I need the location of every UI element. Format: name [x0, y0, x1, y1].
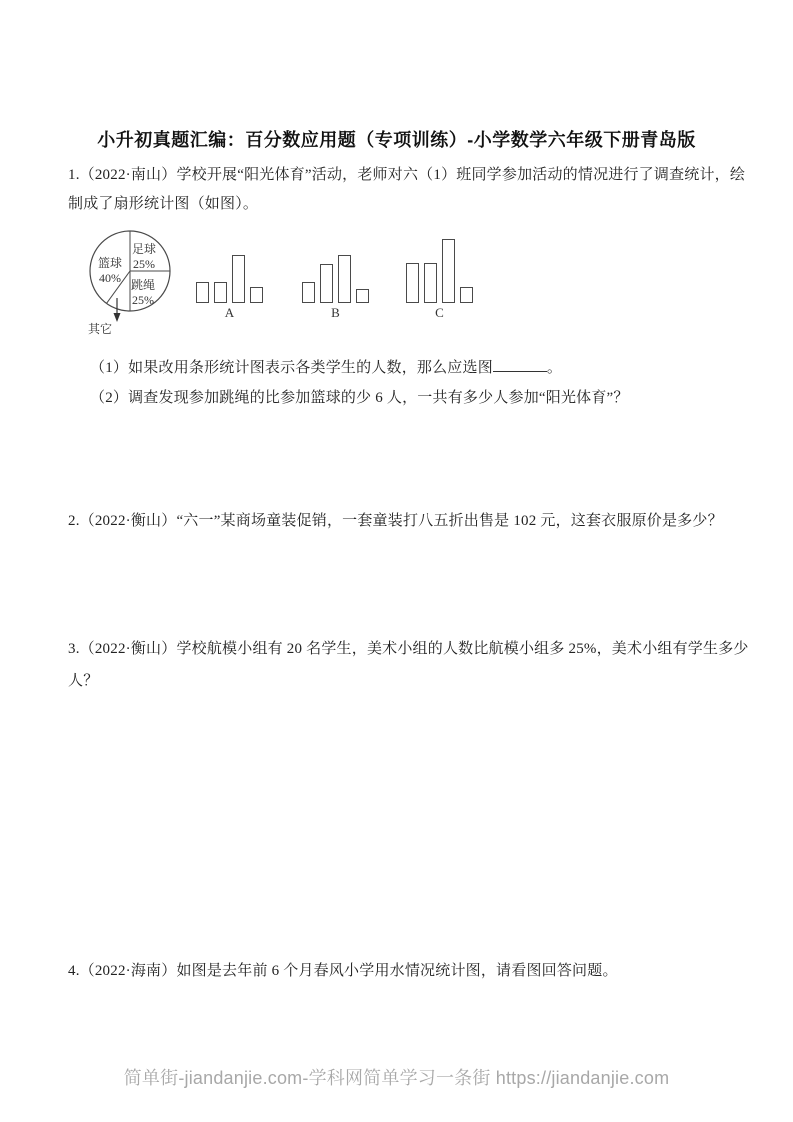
pie-chart: [76, 226, 196, 351]
pie-slice-label-football: 足球 25%: [131, 242, 156, 271]
q1-sub1: [90, 357, 562, 377]
q1-sub1-text: （1）如果改用条形统计图表示各类学生的人数，那么应选图: [90, 360, 493, 376]
bar: [424, 263, 437, 303]
bar-chart-option-c-label: C: [435, 305, 444, 320]
bar-chart-option-b-label: B: [331, 305, 340, 320]
bar: [214, 282, 227, 303]
bar-chart-option-b: [302, 238, 369, 303]
bar: [356, 289, 369, 303]
bar: [442, 239, 455, 303]
q3-text-line1: 3.（2022·衡山）学校航模小组有 20 名学生，美术小组的人数比航模小组多 25%，美术小组有学生多少: [68, 641, 749, 657]
footer-watermark: 简单街-jiandanjie.com-学科网简单学习一条街 https://jiandanjie.com: [123, 1068, 670, 1088]
bar-chart-option-a-label: A: [224, 305, 235, 320]
pie-slice-label-basketball: 篮球 40%: [97, 256, 122, 285]
bar: [250, 287, 263, 303]
bar: [460, 287, 473, 303]
pie-slice-label-other: 其它: [87, 322, 112, 336]
bar-chart-option-c: [406, 238, 473, 303]
answer-blank: [493, 357, 547, 372]
bar: [406, 263, 419, 303]
bar: [232, 255, 245, 303]
q3-text-line2: 人？: [68, 673, 99, 689]
bar: [338, 255, 351, 303]
q1-text-line2: 制成了扇形统计图（如图）。: [68, 196, 259, 212]
bar: [196, 282, 209, 303]
page-title: 小升初真题汇编：百分数应用题（专项训练）-小学数学六年级下册青岛版: [97, 130, 696, 150]
q1-sub1-period: 。: [546, 360, 563, 376]
pie-slice-label-jumprope: 跳绳 25%: [130, 278, 155, 307]
q1-sub2: （2）调查发现参加跳绳的比参加篮球的少 6 人，一共有多少人参加“阳光体育”？: [90, 390, 629, 406]
q2-text: 2.（2022·衡山）“六一”某商场童装促销，一套童装打八五折出售是 102 元，这套衣服原价是多少？: [68, 513, 723, 529]
q4-text: 4.（2022·海南）如图是去年前 6 个月春风小学用水情况统计图，请看图回答问题。: [68, 963, 618, 979]
bar-chart-option-a: [196, 238, 263, 303]
bar: [302, 282, 315, 303]
q1-text-line1: 1.（2022·南山）学校开展“阳光体育”活动，老师对六（1）班同学参加活动的情况进行了调查统计，绘: [68, 167, 746, 183]
bar: [320, 264, 333, 303]
